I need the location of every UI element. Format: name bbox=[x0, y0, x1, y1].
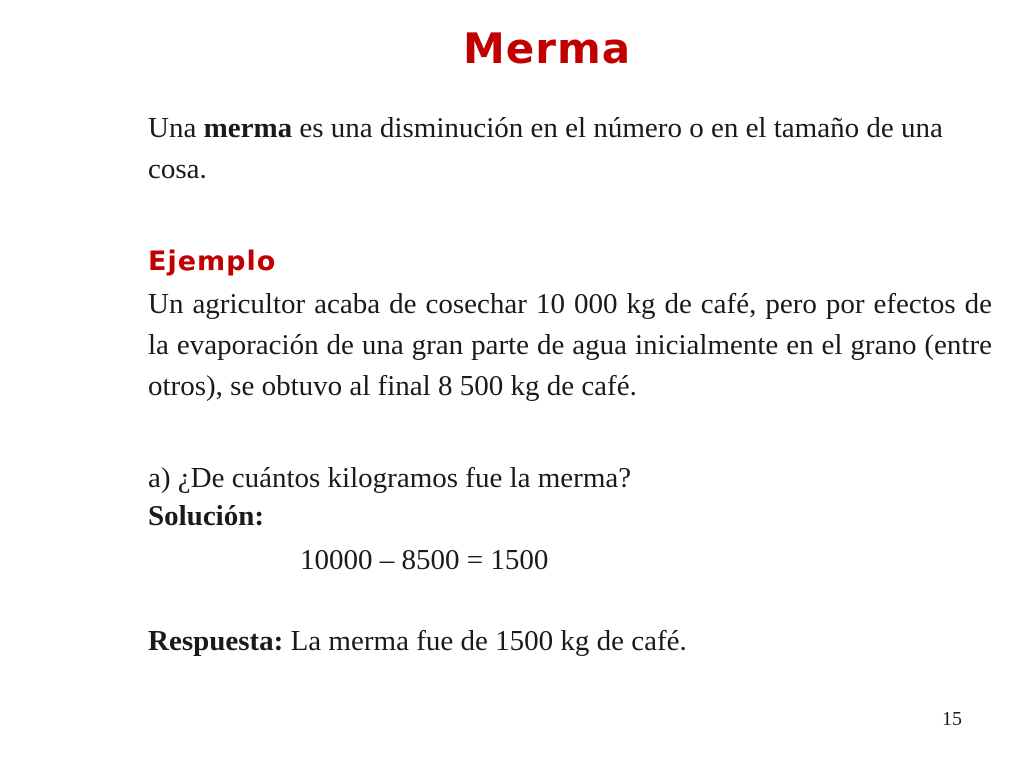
slide-title: Merma bbox=[463, 24, 632, 73]
solution-label: Solución: bbox=[148, 500, 265, 532]
definition-term: merma bbox=[203, 112, 293, 144]
answer-text: La merma fue de 1500 kg de café. bbox=[283, 625, 687, 657]
answer-label: Respuesta: bbox=[148, 625, 284, 657]
example-heading: Ejemplo bbox=[148, 246, 277, 277]
example-text: Un agricultor acaba de cosechar 10 000 kg de café, pero por efectos de la evaporación de una gran parte de agua inicialmente en el grano (entre otros), se obtuvo al final 8 500 kg de café. bbox=[148, 288, 992, 402]
page-number: 15 bbox=[942, 708, 962, 730]
title-area bbox=[0, 0, 1024, 90]
calculation: 10000 – 8500 = 1500 bbox=[300, 544, 549, 576]
definition-paragraph bbox=[148, 108, 998, 190]
definition-prefix: Una bbox=[148, 112, 204, 144]
answer bbox=[148, 622, 687, 660]
question-a: a) ¿De cuántos kilogramos fue la merma? bbox=[148, 462, 632, 494]
definition-rest: es una disminución en el número o en el tamaño de una cosa. bbox=[148, 112, 943, 185]
